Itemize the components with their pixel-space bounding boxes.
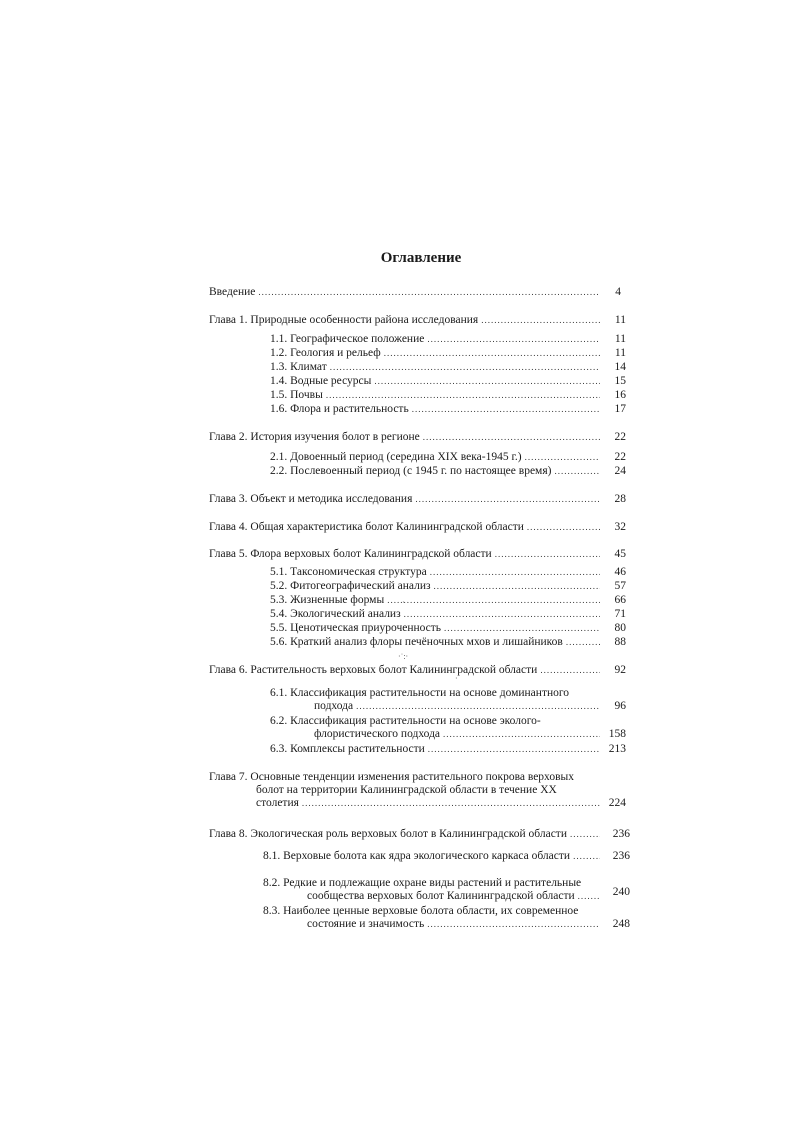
toc-entry-2-2[interactable] [270, 465, 603, 478]
toc-entry-2-1[interactable] [270, 451, 603, 464]
toc-entry-chapter-4[interactable] [209, 521, 603, 534]
toc-entry-label: 5.5. Ценотическая приуроченность [270, 622, 442, 634]
leader-dots [525, 451, 600, 464]
toc-page-number: 14 [614, 361, 626, 373]
leader-dots [427, 918, 600, 931]
toc-entry-1-4[interactable] [270, 375, 603, 388]
toc-page-number: 71 [614, 608, 626, 620]
leader-dots [495, 548, 600, 561]
leader-dots [326, 389, 600, 402]
toc-page-number: 240 [612, 886, 630, 898]
leader-dots [374, 375, 600, 388]
leader-dots [554, 465, 600, 478]
toc-entry-5-2[interactable] [270, 580, 603, 593]
toc-entry-label: 5.4. Экологический анализ [270, 608, 401, 620]
toc-page-number: 213 [608, 743, 626, 755]
toc-entry-label: Глава 1. Природные особенности района исследования [209, 314, 479, 326]
toc-entry-label-line-2: подхода [314, 700, 354, 712]
toc-page-number: 46 [614, 566, 626, 578]
toc-page-number: 224 [608, 797, 626, 809]
leader-dots [578, 890, 600, 903]
toc-entry-label: 1.6. Флора и растительность [270, 403, 409, 415]
leader-dots [302, 797, 600, 810]
toc-entry-label: 1.1. Географическое положение [270, 333, 425, 345]
leader-dots [423, 431, 600, 444]
toc-entry-1-2[interactable] [270, 347, 603, 360]
toc-page-number: 4 [615, 286, 621, 298]
scan-speck: · [402, 598, 405, 607]
scan-speck: ·˙:· [398, 652, 409, 661]
leader-dots [384, 347, 600, 360]
toc-entry-label: 1.3. Климат [270, 361, 327, 373]
toc-entry-5-4[interactable] [270, 608, 603, 621]
toc-page-number: 88 [614, 636, 626, 648]
toc-entry-label-line-2: состояние и значимость [307, 918, 425, 930]
leader-dots [428, 743, 600, 756]
toc-entry-label: Глава 8. Экологическая роль верховых болот в Калининградской области [209, 828, 567, 840]
toc-entry-label-line-3: столетия [256, 797, 299, 809]
toc-entry-chapter-1[interactable] [209, 314, 603, 327]
leader-dots [427, 333, 600, 346]
toc-page-number: 24 [614, 465, 626, 477]
toc-entry-label: 1.5. Почвы [270, 389, 323, 401]
toc-entry-label: 1.2. Геология и рельеф [270, 347, 381, 359]
toc-page-number: 66 [614, 594, 626, 606]
toc-entry-label-line-1: 8.3. Наиболее ценные верховые болота области, их современное [263, 905, 579, 917]
toc-page-number: 22 [614, 431, 626, 443]
toc-entry-6-2[interactable] [270, 715, 603, 741]
toc-page-number: 15 [614, 375, 626, 387]
toc-page-number: 11 [614, 333, 626, 345]
leader-dots [434, 580, 600, 593]
toc-entry-1-1[interactable] [270, 333, 603, 346]
leader-dots [415, 493, 600, 506]
toc-entry-6-1[interactable] [270, 687, 603, 713]
toc-entry-label-line-1: 8.2. Редкие и подлежащие охране виды растений и растительные [263, 877, 582, 889]
toc-entry-label: Глава 3. Объект и методика исследования [209, 493, 413, 505]
leader-dots [481, 314, 600, 327]
leader-dots [356, 700, 600, 713]
toc-entry-label-line-1: 6.2. Классификация растительности на основе эколого- [270, 715, 541, 727]
scan-speck: · [455, 674, 458, 683]
toc-entry-label: 5.6. Краткий анализ флоры печёночных мхов и лишайников [270, 636, 563, 648]
toc-entry-8-1[interactable] [263, 850, 603, 863]
toc-entry-chapter-7[interactable] [209, 771, 603, 810]
toc-entry-chapter-8[interactable] [209, 828, 603, 841]
leader-dots [573, 850, 600, 863]
toc-entry-chapter-6[interactable] [209, 664, 603, 677]
toc-entry-label: 5.1. Таксономическая структура [270, 566, 427, 578]
leader-dots [258, 286, 600, 299]
leader-dots [430, 566, 600, 579]
toc-page-number: 92 [614, 664, 626, 676]
toc-entry-5-6[interactable] [270, 636, 603, 649]
toc-page-number: 45 [614, 548, 626, 560]
toc-entry-chapter-5[interactable] [209, 548, 603, 561]
toc-entry-label-line-2: сообщества верховых болот Калининградской области [307, 890, 575, 902]
toc-page-number: 32 [614, 521, 626, 533]
toc-entry-5-1[interactable] [270, 566, 603, 579]
toc-entry-label: Введение [209, 286, 256, 298]
toc-page-number: 96 [614, 700, 626, 712]
leader-dots [404, 608, 600, 621]
toc-page-number: 11 [614, 347, 626, 359]
toc-entry-chapter-2[interactable] [209, 431, 603, 444]
toc-page-number: 248 [612, 918, 630, 930]
toc-entry-label: 6.3. Комплексы растительности [270, 743, 425, 755]
page-title: Оглавление [380, 250, 462, 266]
leader-dots [412, 403, 600, 416]
toc-page-number: 57 [614, 580, 626, 592]
toc-entry-label: 5.3. Жизненные формы [270, 594, 385, 606]
toc-entry-label: 8.1. Верховые болота как ядра экологического каркаса области [263, 850, 571, 862]
toc-entry-5-5[interactable] [270, 622, 603, 635]
leader-dots [330, 361, 600, 374]
toc-entry-label: 2.1. Довоенный период (середина XIX века-1945 г.) [270, 451, 522, 463]
toc-entry-chapter-3[interactable] [209, 493, 603, 506]
toc-entry-label: 1.4. Водные ресурсы [270, 375, 372, 387]
toc-entry-label: 5.2. Фитогеографический анализ [270, 580, 431, 592]
toc-entry-label: Глава 5. Флора верховых болот Калининградской области [209, 548, 492, 560]
toc-entry-label-line-2: флористического подхода [314, 728, 441, 740]
toc-page-number: 236 [612, 828, 630, 840]
toc-page-number: 80 [614, 622, 626, 634]
toc-entry-6-3[interactable] [270, 743, 603, 756]
toc-entry-8-2[interactable] [263, 877, 603, 903]
leader-dots [444, 622, 600, 635]
toc-page-number: 16 [614, 389, 626, 401]
toc-page-number: 236 [612, 850, 630, 862]
toc-page-number: 17 [614, 403, 626, 415]
toc-entry-label: 2.2. Послевоенный период (с 1945 г. по настоящее время) [270, 465, 552, 477]
toc-entry-5-3[interactable] [270, 594, 603, 607]
toc-page-number: 28 [614, 493, 626, 505]
toc-entry-1-5[interactable] [270, 389, 603, 402]
toc-page-number: 158 [608, 728, 626, 740]
toc-entry-introduction[interactable] [209, 286, 603, 299]
leader-dots [387, 594, 600, 607]
toc-entry-label-line-1: Глава 7. Основные тенденции изменения растительного покрова верховых [209, 771, 575, 783]
toc-entry-label: Глава 6. Растительность верховых болот Калининградской области [209, 664, 538, 676]
leader-dots [527, 521, 600, 534]
leader-dots [443, 728, 600, 741]
leader-dots [566, 636, 600, 649]
toc-entry-label-line-1: 6.1. Классификация растительности на основе доминантного [270, 687, 570, 699]
toc-page-number: 11 [614, 314, 626, 326]
leader-dots [570, 828, 600, 841]
toc-page-number: 22 [614, 451, 626, 463]
leader-dots [540, 664, 600, 677]
toc-entry-label-line-2: болот на территории Калининградской области в течение XX [256, 784, 557, 796]
toc-entry-1-3[interactable] [270, 361, 603, 374]
toc-entry-label: Глава 2. История изучения болот в регионе [209, 431, 420, 443]
toc-entry-label: Глава 4. Общая характеристика болот Калининградской области [209, 521, 524, 533]
toc-entry-8-3[interactable] [263, 905, 603, 931]
toc-entry-1-6[interactable] [270, 403, 603, 416]
